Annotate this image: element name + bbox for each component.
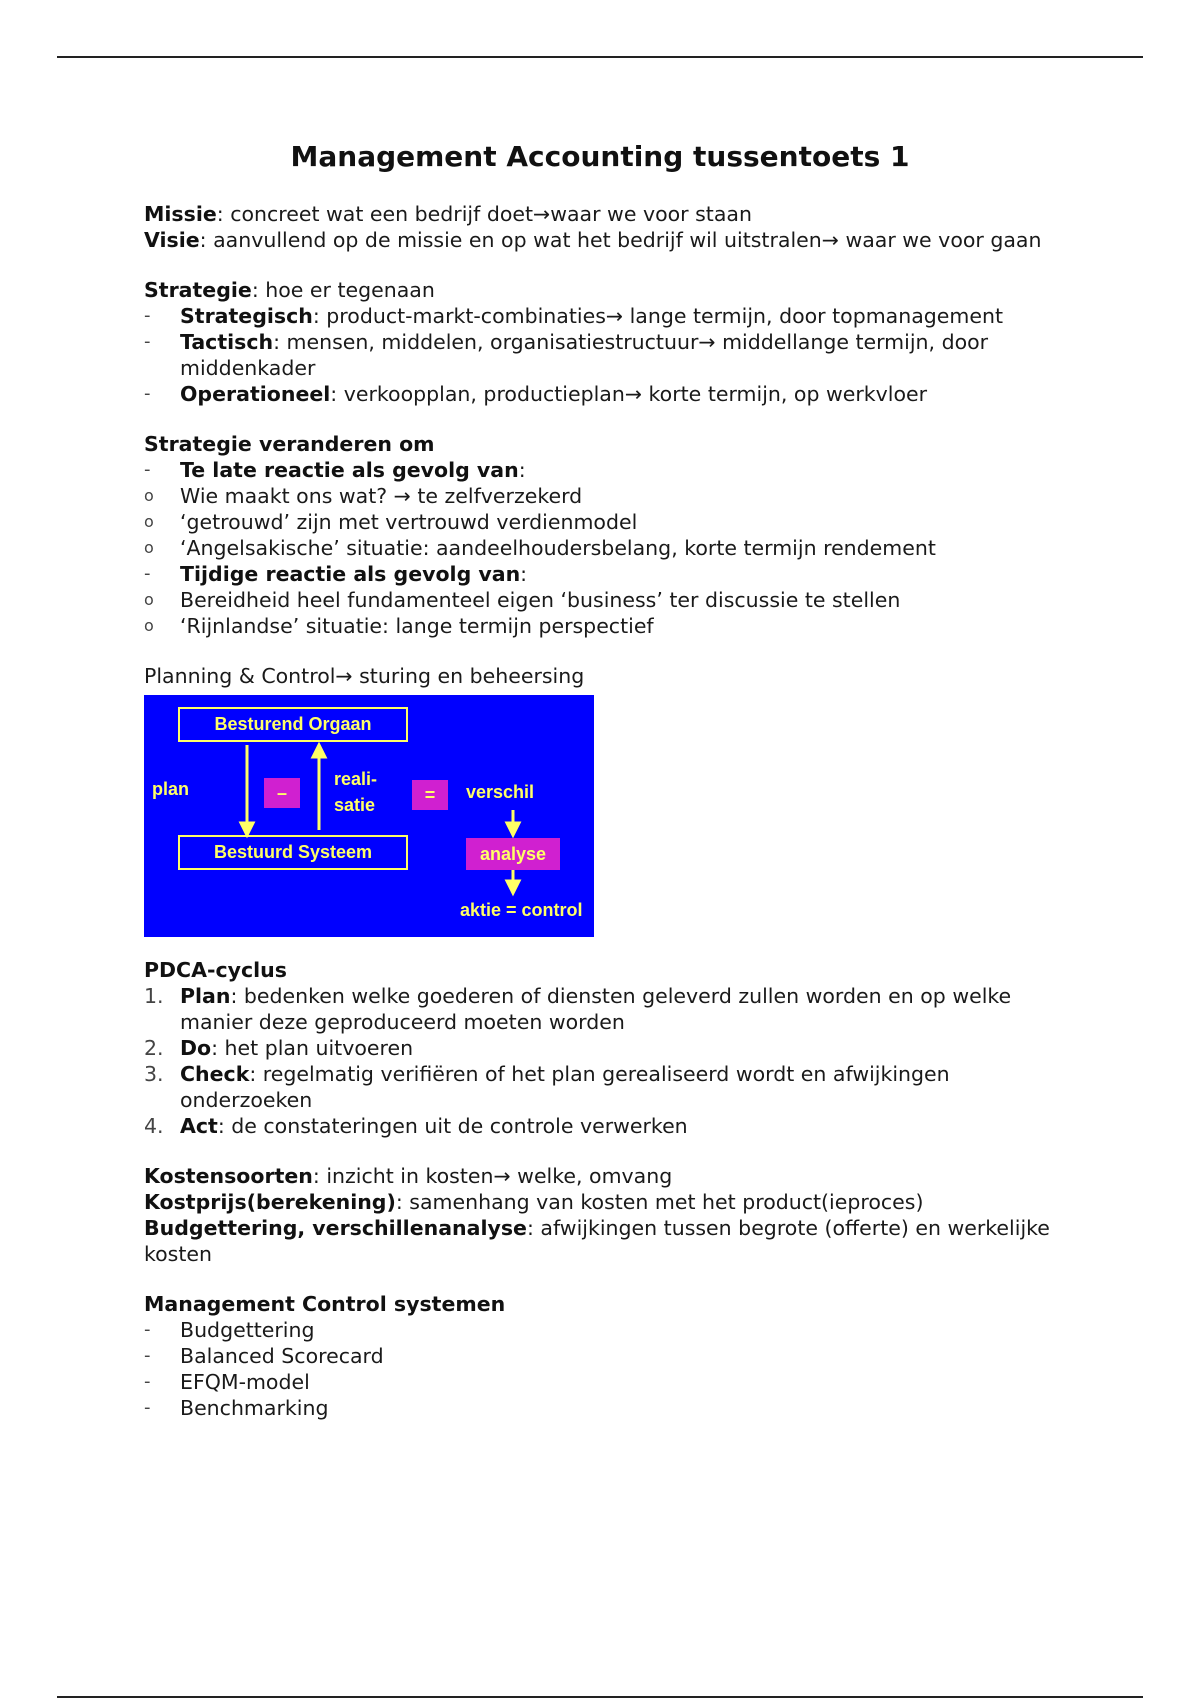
- kostensoorten-line: Kostensoorten: inzicht in kosten→ welke, omvang: [144, 1164, 673, 1188]
- bestuurd-systeem-box: Bestuurd Systeem: [178, 835, 408, 870]
- list-item: - Strategisch: product-markt-combinaties→ lange termijn, door topmanagement: [144, 304, 1004, 328]
- section-heading: PDCA-cyclus: [144, 958, 287, 982]
- kostprijs-line: Kostprijs(berekening): samenhang van kosten met het product(ieproces): [144, 1190, 924, 1214]
- header-rule: [57, 56, 1143, 58]
- equals-box: =: [412, 780, 448, 810]
- planning-control-line: Planning & Control→ sturing en beheersing: [144, 664, 585, 688]
- plan-label: plan: [152, 779, 190, 799]
- list-item: o Wie maakt ons wat? → te zelfverzekerd: [144, 484, 583, 508]
- section-heading: Strategie veranderen om: [144, 432, 435, 456]
- section-heading: Management Control systemen: [144, 1292, 506, 1316]
- realisatie-label-1: reali-: [334, 769, 378, 789]
- strategie-line: Strategie: hoe er tegenaan: [144, 278, 435, 302]
- minus-box: –: [264, 778, 300, 808]
- list-item: - Tactisch: mensen, middelen, organisatiestructuur→ middellange termijn, door middenkader: [144, 330, 989, 380]
- document-title: Management Accounting tussentoets 1: [290, 140, 910, 173]
- list-item: - Budgettering: [144, 1318, 315, 1342]
- footer-rule: [57, 1696, 1143, 1698]
- list-item: - Te late reactie als gevolg van:: [144, 458, 526, 482]
- missie-line: Missie: concreet wat een bedrijf doet→waar we voor staan: [144, 202, 752, 226]
- list-item: - Balanced Scorecard: [144, 1344, 384, 1368]
- list-item: 3. Check: regelmatig verifiëren of het plan gerealiseerd wordt en afwijkingen onderzoeken: [144, 1062, 950, 1112]
- list-item: 2. Do: het plan uitvoeren: [144, 1036, 414, 1060]
- analyse-box: analyse: [466, 838, 560, 870]
- list-item: o ‘getrouwd’ zijn met vertrouwd verdienmodel: [144, 510, 638, 534]
- list-item: o Bereidheid heel fundamenteel eigen ‘business’ ter discussie te stellen: [144, 588, 901, 612]
- list-item: - Benchmarking: [144, 1396, 329, 1420]
- besturend-orgaan-box: Besturend Orgaan: [178, 707, 408, 742]
- list-item: o ‘Angelsakische’ situatie: aandeelhoudersbelang, korte termijn rendement: [144, 536, 936, 560]
- list-item: - Tijdige reactie als gevolg van:: [144, 562, 528, 586]
- aktie-control-label: aktie = control: [460, 900, 583, 920]
- visie-line: Visie: aanvullend op de missie en op wat het bedrijf wil uitstralen→ waar we voor gaan: [144, 228, 1042, 252]
- list-item: - EFQM-model: [144, 1370, 310, 1394]
- list-item: 4. Act: de constateringen uit de controle verwerken: [144, 1114, 688, 1138]
- planning-control-diagram: [144, 695, 594, 937]
- verschil-label: verschil: [466, 782, 535, 802]
- document-body: [144, 140, 1064, 1421]
- list-item: 1. Plan: bedenken welke goederen of diensten geleverd zullen worden en op welke manier deze geproduceerd moeten worden: [144, 984, 1012, 1034]
- list-item: o ‘Rijnlandse’ situatie: lange termijn perspectief: [144, 614, 654, 638]
- list-item: - Operationeel: verkoopplan, productieplan→ korte termijn, op werkvloer: [144, 382, 928, 406]
- budgettering-line: Budgettering, verschillenanalyse: afwijkingen tussen begrote (offerte) en werkelijke kosten: [144, 1216, 1050, 1266]
- realisatie-label-2: satie: [334, 795, 376, 815]
